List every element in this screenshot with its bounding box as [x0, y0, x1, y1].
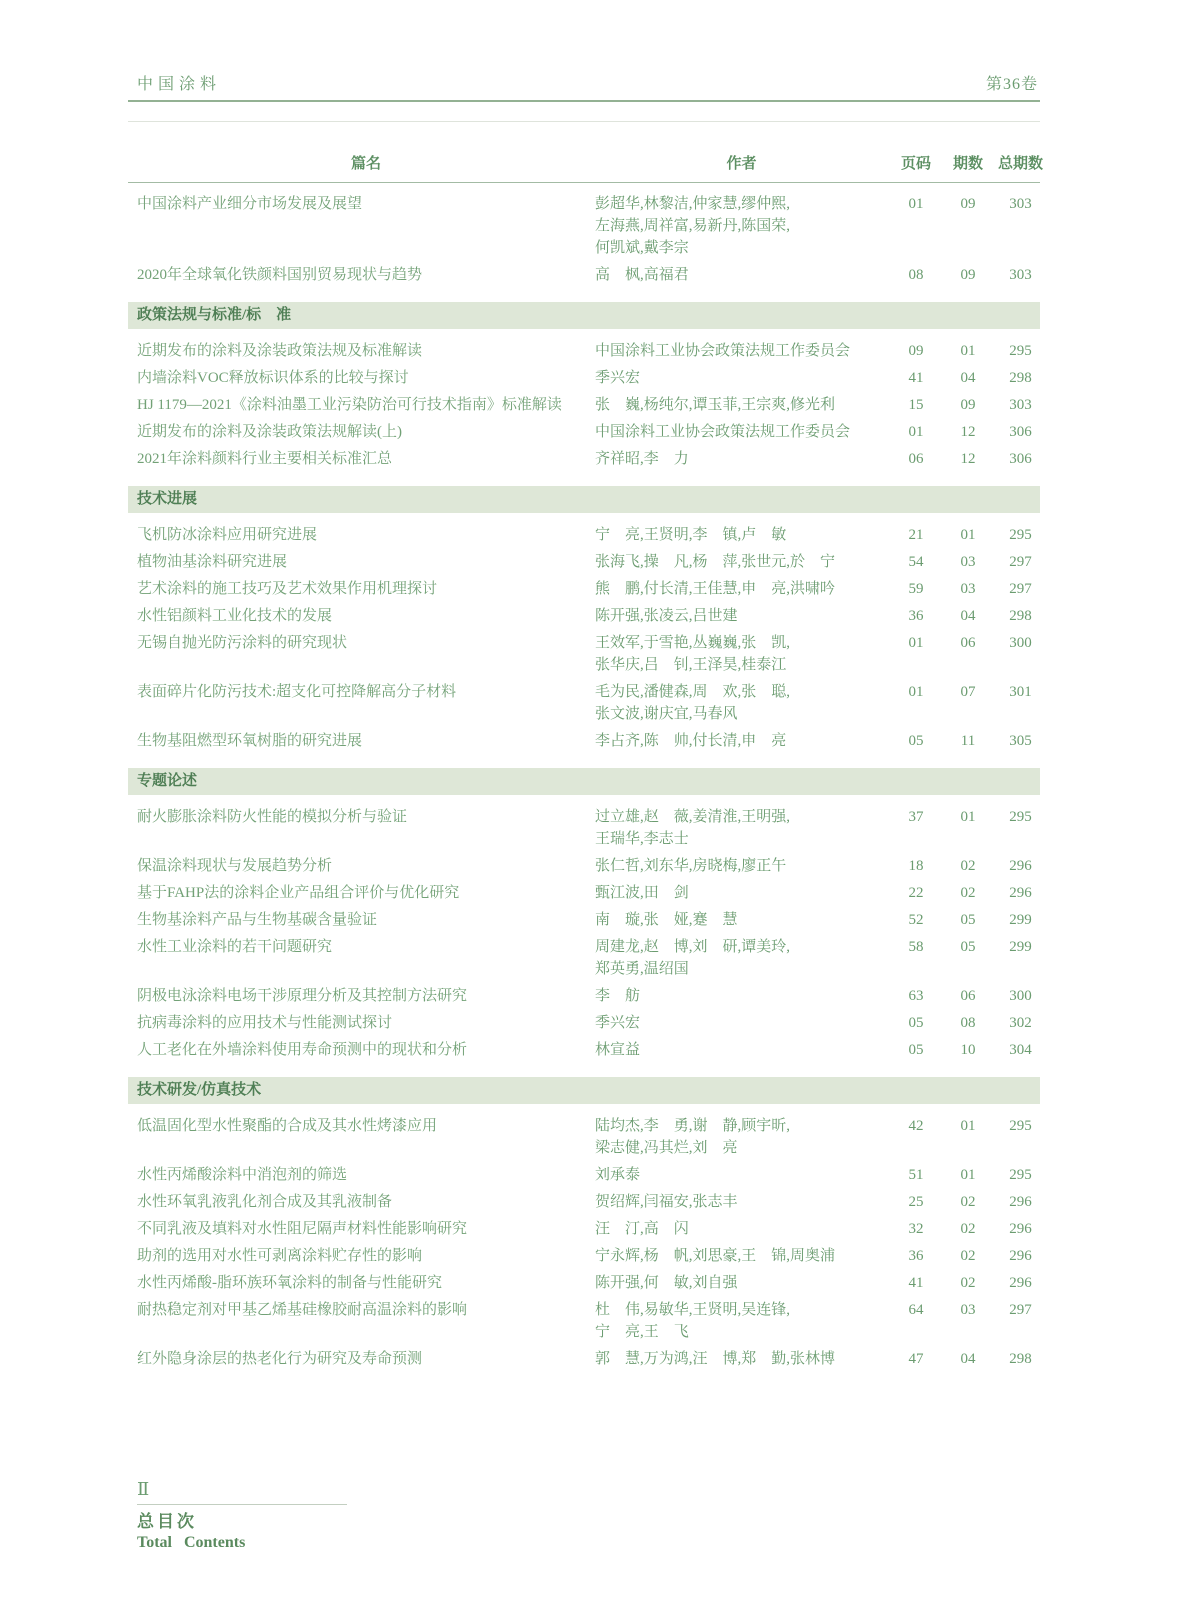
issue-number: 04	[960, 608, 976, 624]
article-title: 耐火膨胀涂料防火性能的模拟分析与验证	[137, 809, 408, 825]
article-authors	[595, 806, 888, 850]
article-authors	[595, 1115, 888, 1159]
author-line: 宁永辉,杨 帆,刘思豪,王 锦,周奥浦	[595, 1248, 836, 1264]
page-number: 51	[908, 1167, 924, 1183]
issue-number: 12	[960, 451, 976, 467]
total-issue-number: 301	[1009, 684, 1032, 700]
footer-rule	[137, 1504, 347, 1505]
article-title: 生物基涂料产品与生物基碳含量验证	[137, 912, 378, 928]
total-issue-number: 302	[1009, 1015, 1032, 1031]
toc-section	[128, 768, 1040, 1061]
total-issue-number: 299	[1009, 912, 1032, 928]
issue-number: 10	[960, 1042, 976, 1058]
article-title: 2020年全球氧化铁颜料国别贸易现状与趋势	[137, 267, 423, 283]
total-issue-number: 297	[1009, 581, 1032, 597]
total-issue-number: 297	[1009, 1302, 1032, 1318]
author-line: 季兴宏	[595, 370, 641, 386]
issue-number: 09	[960, 196, 976, 212]
article-authors	[595, 1164, 888, 1186]
table-row	[128, 551, 1040, 573]
author-line: 何凯斌,戴李宗	[595, 240, 689, 256]
issue-number: 08	[960, 1015, 976, 1031]
total-issue-number: 296	[1009, 885, 1032, 901]
article-title: 生物基阻燃型环氧树脂的研究进展	[137, 733, 363, 749]
page-number: 09	[908, 343, 924, 359]
article-authors	[595, 421, 888, 443]
total-issue-number: 300	[1009, 635, 1032, 651]
article-authors	[595, 1299, 888, 1343]
article-authors	[595, 936, 888, 980]
volume-label: 第36卷	[985, 76, 1038, 93]
table-row	[128, 855, 1040, 877]
table-row	[128, 1218, 1040, 1240]
table-row	[128, 524, 1040, 546]
section-header: 技术研发/仿真技术	[128, 1077, 1040, 1104]
author-line: 宁 亮,王贤明,李 镇,卢 敏	[595, 527, 787, 543]
issue-number: 01	[960, 1167, 976, 1183]
table-row	[128, 605, 1040, 627]
issue-number: 12	[960, 424, 976, 440]
total-issue-number: 306	[1009, 424, 1032, 440]
page-number: 08	[908, 267, 924, 283]
issue-number: 02	[960, 1275, 976, 1291]
table-header-row	[128, 154, 1043, 174]
article-authors	[595, 1272, 888, 1294]
article-authors	[595, 605, 888, 627]
total-issue-number: 306	[1009, 451, 1032, 467]
article-authors	[595, 730, 888, 752]
page-number: 15	[908, 397, 924, 413]
page-number: 01	[908, 424, 924, 440]
table-row	[128, 985, 1040, 1007]
header-rule	[128, 100, 1040, 102]
page-number: 58	[908, 939, 924, 955]
issue-number: 01	[960, 809, 976, 825]
author-line: 中国涂料工业协会政策法规工作委员会	[595, 343, 851, 359]
issue-number: 02	[960, 1221, 976, 1237]
issue-number: 02	[960, 1248, 976, 1264]
article-title: HJ 1179—2021《涂料油墨工业污染防治可行技术指南》标准解读	[137, 397, 562, 413]
table-row	[128, 193, 1040, 259]
issue-number: 02	[960, 858, 976, 874]
issue-number: 05	[960, 912, 976, 928]
footer-title-en: Total Contents	[137, 1534, 246, 1551]
page-number: 47	[908, 1351, 924, 1367]
issue-number: 01	[960, 343, 976, 359]
table-row	[128, 681, 1040, 725]
issue-number: 03	[960, 581, 976, 597]
page-number: 05	[908, 1042, 924, 1058]
page-number: 59	[908, 581, 924, 597]
toc-section	[128, 486, 1040, 752]
author-line: 李占齐,陈 帅,付长清,申 亮	[595, 733, 787, 749]
total-issue-number: 305	[1009, 733, 1032, 749]
column-header-authors: 作者	[726, 156, 757, 172]
author-line: 宁 亮,王 飞	[595, 1324, 689, 1340]
issue-number: 02	[960, 885, 976, 901]
article-authors	[595, 1218, 888, 1240]
total-issue-number: 296	[1009, 1221, 1032, 1237]
table-row	[128, 1191, 1040, 1213]
page-number: 41	[908, 1275, 924, 1291]
column-header-issue: 期数	[952, 156, 983, 172]
article-title: 红外隐身涂层的热老化行为研究及寿命预测	[137, 1351, 423, 1367]
page-number: 25	[908, 1194, 924, 1210]
author-line: 郑英勇,温绍国	[595, 961, 689, 977]
issue-number: 03	[960, 1302, 976, 1318]
article-title: 耐热稳定剂对甲基乙烯基硅橡胶耐高温涂料的影响	[137, 1302, 468, 1318]
section-header: 政策法规与标准/标 准	[128, 302, 1040, 329]
article-authors	[595, 578, 888, 600]
article-authors	[595, 448, 888, 470]
page-number: 01	[908, 684, 924, 700]
article-authors	[595, 985, 888, 1007]
author-line: 过立雄,赵 薇,姜清淮,王明强,	[595, 809, 791, 825]
toc-section	[128, 193, 1040, 286]
article-title: 助剂的选用对水性可剥离涂料贮存性的影响	[137, 1248, 423, 1264]
issue-number: 02	[960, 1194, 976, 1210]
table-row	[128, 1245, 1040, 1267]
article-title: 2021年涂料颜料行业主要相关标准汇总	[137, 451, 393, 467]
author-line: 王效军,于雪艳,丛巍巍,张 凯,	[595, 635, 791, 651]
column-header-title: 篇名	[350, 156, 381, 172]
folio-page-number: Ⅱ	[137, 1479, 150, 1499]
article-authors	[595, 681, 888, 725]
table-row	[128, 909, 1040, 931]
author-line: 刘承泰	[595, 1167, 641, 1183]
article-title: 中国涂料产业细分市场发展及展望	[137, 196, 363, 212]
author-line: 毛为民,潘健森,周 欢,张 聪,	[595, 684, 791, 700]
article-title: 水性丙烯酸-脂环族环氧涂料的制备与性能研究	[137, 1275, 442, 1291]
article-title: 近期发布的涂料及涂装政策法规及标准解读	[137, 343, 423, 359]
total-issue-number: 303	[1009, 267, 1032, 283]
article-authors	[595, 524, 888, 546]
page-number: 41	[908, 370, 924, 386]
column-header-total: 总期数	[997, 156, 1043, 172]
article-title: 抗病毒涂料的应用技术与性能测试探讨	[137, 1015, 393, 1031]
article-title: 表面碎片化防污技术:超支化可控降解高分子材料	[137, 684, 457, 700]
table-row	[128, 1039, 1040, 1061]
article-authors	[595, 551, 888, 573]
issue-number: 09	[960, 397, 976, 413]
author-line: 高 枫,高福君	[595, 267, 689, 283]
table-row	[128, 1012, 1040, 1034]
table-header-rule	[128, 182, 1040, 183]
article-authors	[595, 1039, 888, 1061]
total-issue-number: 296	[1009, 1248, 1032, 1264]
table-row	[128, 882, 1040, 904]
article-title: 水性丙烯酸涂料中消泡剂的筛选	[137, 1167, 348, 1183]
total-issue-number: 295	[1009, 809, 1032, 825]
author-line: 陆均杰,李 勇,谢 静,顾宇昕,	[595, 1118, 791, 1134]
table-row	[128, 367, 1040, 389]
article-authors	[595, 193, 888, 259]
table-row	[128, 340, 1040, 362]
page-number: 64	[908, 1302, 924, 1318]
page-number: 21	[908, 527, 924, 543]
article-authors	[595, 855, 888, 877]
page-number: 06	[908, 451, 924, 467]
table-row	[128, 806, 1040, 850]
issue-number: 06	[960, 635, 976, 651]
article-title: 保温涂料现状与发展趋势分析	[137, 858, 333, 874]
total-issue-number: 295	[1009, 527, 1032, 543]
total-issue-number: 295	[1009, 343, 1032, 359]
author-line: 南 璇,张 娅,蹇 慧	[595, 912, 738, 928]
total-issue-number: 298	[1009, 608, 1032, 624]
table-row	[128, 1299, 1040, 1343]
page-number: 36	[908, 608, 924, 624]
section-header: 专题论述	[128, 768, 1040, 795]
article-title: 艺术涂料的施工技巧及艺术效果作用机理探讨	[137, 581, 438, 597]
total-issue-number: 296	[1009, 1275, 1032, 1291]
issue-number: 05	[960, 939, 976, 955]
article-title: 低温固化型水性聚酯的合成及其水性烤漆应用	[137, 1118, 438, 1134]
page-number: 42	[908, 1118, 924, 1134]
page-number: 63	[908, 988, 924, 1004]
author-line: 杜 伟,易敏华,王贤明,吴连锋,	[595, 1302, 791, 1318]
table-row	[128, 1272, 1040, 1294]
author-line: 周建龙,赵 博,刘 研,谭美玲,	[595, 939, 791, 955]
author-line: 李 舫	[595, 988, 641, 1004]
table-row	[128, 1348, 1040, 1370]
article-authors	[595, 1191, 888, 1213]
article-title: 基于FAHP法的涂料企业产品组合评价与优化研究	[137, 885, 460, 901]
page-number: 54	[908, 554, 924, 570]
column-header-page: 页码	[900, 156, 931, 172]
total-issue-number: 295	[1009, 1118, 1032, 1134]
article-authors	[595, 1012, 888, 1034]
page-number: 18	[908, 858, 924, 874]
article-title: 人工老化在外墙涂料使用寿命预测中的现状和分析	[137, 1042, 468, 1058]
toc-sections	[128, 193, 1040, 1370]
table-row	[128, 578, 1040, 600]
article-title: 无锡自抛光防污涂料的研究现状	[137, 635, 348, 651]
issue-number: 07	[960, 684, 976, 700]
section-header: 技术进展	[128, 486, 1040, 513]
article-authors	[595, 394, 888, 416]
toc-section	[128, 302, 1040, 470]
total-issue-number: 295	[1009, 1167, 1032, 1183]
author-line: 张仁哲,刘东华,房晓梅,廖正午	[595, 858, 787, 874]
article-authors	[595, 367, 888, 389]
article-title: 内墙涂料VOC释放标识体系的比较与探讨	[137, 370, 409, 386]
issue-number: 04	[960, 370, 976, 386]
footer-title-cn: 总目次	[137, 1512, 197, 1531]
author-line: 季兴宏	[595, 1015, 641, 1031]
page-number: 01	[908, 635, 924, 651]
article-authors	[595, 340, 888, 362]
table-row	[128, 394, 1040, 416]
article-title: 阴极电泳涂料电场干涉原理分析及其控制方法研究	[137, 988, 468, 1004]
table-row	[128, 1164, 1040, 1186]
article-authors	[595, 1245, 888, 1267]
table-row	[128, 264, 1040, 286]
total-issue-number: 300	[1009, 988, 1032, 1004]
author-line: 熊 鹏,付长清,王佳慧,申 亮,洪啸吟	[595, 581, 836, 597]
page-footer	[137, 1478, 397, 1553]
total-issue-number: 298	[1009, 370, 1032, 386]
total-issue-number: 296	[1009, 1194, 1032, 1210]
page-number: 05	[908, 1015, 924, 1031]
article-title: 近期发布的涂料及涂装政策法规解读(上)	[137, 424, 402, 440]
article-authors	[595, 882, 888, 904]
author-line: 贺绍辉,闫福安,张志丰	[595, 1194, 738, 1210]
author-line: 王瑞华,李志士	[595, 831, 689, 847]
table-row	[128, 1115, 1040, 1159]
author-line: 张华庆,吕 钊,王泽昊,桂泰江	[595, 657, 787, 673]
total-issue-number: 304	[1009, 1042, 1032, 1058]
issue-number: 11	[960, 733, 976, 749]
article-title: 不同乳液及填料对水性阻尼隔声材料性能影响研究	[137, 1221, 468, 1237]
article-authors	[595, 264, 888, 286]
running-head	[128, 0, 1040, 95]
author-line: 彭超华,林黎洁,仲家慧,缪仲熙,	[595, 196, 791, 212]
article-authors	[595, 909, 888, 931]
toc-section	[128, 1077, 1040, 1370]
issue-number: 09	[960, 267, 976, 283]
header-rule-faint	[128, 121, 1040, 122]
page-number: 36	[908, 1248, 924, 1264]
page-number: 22	[908, 885, 924, 901]
article-authors	[595, 632, 888, 676]
table-row	[128, 448, 1040, 470]
article-authors	[595, 1348, 888, 1370]
table-row	[128, 936, 1040, 980]
author-line: 林宣益	[595, 1042, 641, 1058]
issue-number: 01	[960, 1118, 976, 1134]
article-title: 植物油基涂料研究进展	[137, 554, 288, 570]
author-line: 左海燕,周祥富,易新丹,陈国荣,	[595, 218, 791, 234]
article-title: 飞机防冰涂料应用研究进展	[137, 527, 318, 543]
author-line: 陈开强,何 敏,刘自强	[595, 1275, 738, 1291]
total-issue-number: 296	[1009, 858, 1032, 874]
author-line: 张文波,谢庆宜,马春风	[595, 706, 738, 722]
author-line: 中国涂料工业协会政策法规工作委员会	[595, 424, 851, 440]
author-line: 汪 汀,高 闪	[595, 1221, 689, 1237]
article-title: 水性铝颜料工业化技术的发展	[137, 608, 333, 624]
total-issue-number: 298	[1009, 1351, 1032, 1367]
issue-number: 04	[960, 1351, 976, 1367]
table-row	[128, 632, 1040, 676]
page-number: 52	[908, 912, 924, 928]
table-row	[128, 730, 1040, 752]
page-number: 05	[908, 733, 924, 749]
author-line: 甄江波,田 剑	[595, 885, 689, 901]
author-line: 张 巍,杨纯尔,谭玉菲,王宗爽,修光利	[595, 397, 836, 413]
article-title: 水性环氧乳液乳化剂合成及其乳液制备	[137, 1194, 393, 1210]
journal-name: 中国涂料	[137, 76, 222, 93]
table-row	[128, 421, 1040, 443]
total-issue-number: 297	[1009, 554, 1032, 570]
page-number: 01	[908, 196, 924, 212]
page-number: 37	[908, 809, 924, 825]
author-line: 张海飞,操 凡,杨 萍,张世元,於 宁	[595, 554, 836, 570]
total-issue-number: 299	[1009, 939, 1032, 955]
total-issue-number: 303	[1009, 196, 1032, 212]
issue-number: 06	[960, 988, 976, 1004]
author-line: 陈开强,张凌云,吕世建	[595, 608, 738, 624]
article-title: 水性工业涂料的若干问题研究	[137, 939, 333, 955]
author-line: 郭 慧,万为鸿,汪 博,郑 勤,张林博	[595, 1351, 836, 1367]
author-line: 齐祥昭,李 力	[595, 451, 689, 467]
total-issue-number: 303	[1009, 397, 1032, 413]
issue-number: 03	[960, 554, 976, 570]
author-line: 梁志健,冯其烂,刘 亮	[595, 1140, 738, 1156]
issue-number: 01	[960, 527, 976, 543]
page-content	[128, 0, 1043, 1375]
page-number: 32	[908, 1221, 924, 1237]
